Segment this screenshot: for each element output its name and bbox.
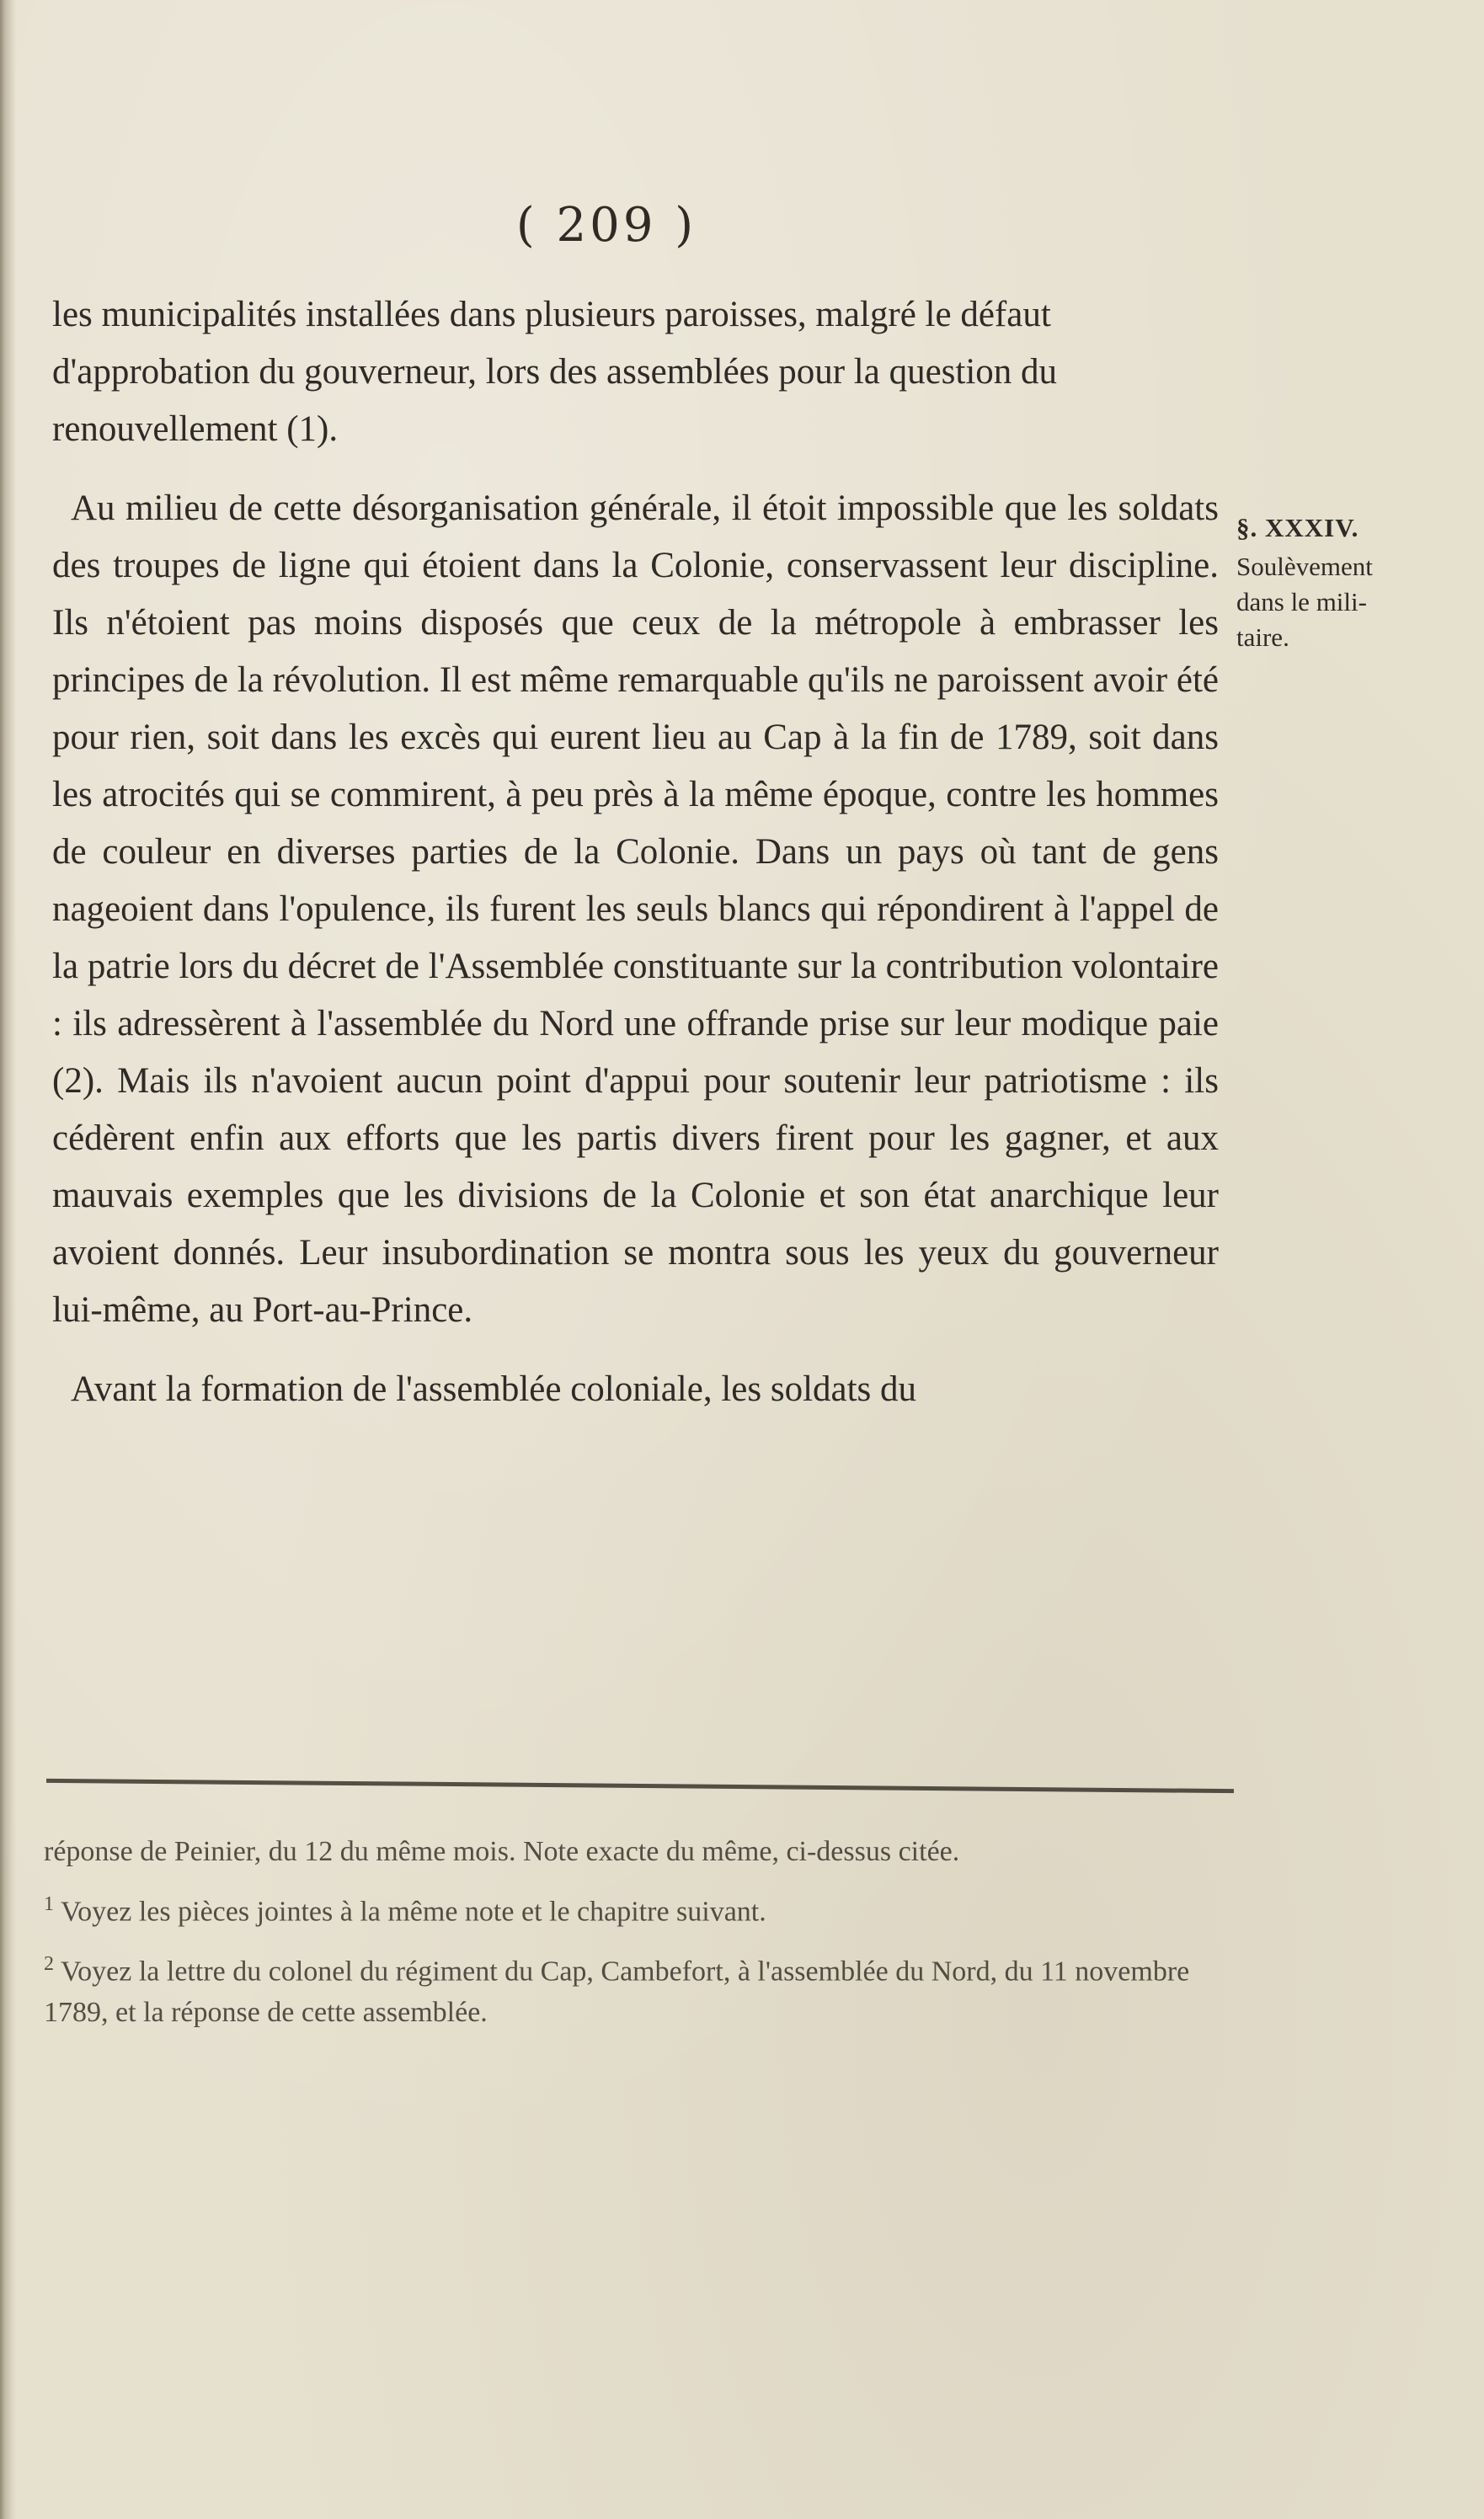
- margin-section-number: §. XXXIV.: [1236, 513, 1359, 542]
- binding-edge: [0, 0, 15, 2519]
- footnote: [44, 1832, 1240, 1872]
- margin-note: [1236, 510, 1464, 655]
- footnote: [44, 1944, 1240, 2032]
- footnote: [44, 1884, 1240, 1932]
- footnote-mark: 2: [44, 1953, 54, 1976]
- footnote-text: réponse de Peinier, du 12 du même mois. Note exacte du même, ci-dessus citée.: [44, 1836, 960, 1867]
- margin-note-line: Soulèvement: [1236, 552, 1373, 581]
- page-number: ( 209 ): [515, 198, 697, 253]
- footnote-text: Voyez les pièces jointes à la même note et le chapitre suivant.: [61, 1896, 766, 1928]
- margin-note-line: dans le mili-: [1236, 587, 1367, 616]
- footnote-text: Voyez la lettre du colonel du régiment du Cap, Cambefort, à l'assemblée du Nord, du 11 novembre 1789, et la réponse de cette assemblée.: [44, 1956, 1190, 2028]
- footnote-mark: 1: [44, 1893, 54, 1915]
- footnotes: [44, 1832, 1240, 2045]
- paragraph-continuation: les municipalités installées dans plusieurs paroisses, malgré le défaut d'approbation du gouverneur, lors des assemblées pour la question du renouvellement (1).: [52, 295, 1058, 449]
- body-text: [52, 286, 1219, 1440]
- margin-note-line: taire.: [1236, 622, 1289, 652]
- paragraph-before-assembly: Avant la formation de l'assemblée coloniale, les soldats du: [71, 1369, 917, 1409]
- paragraph-soldiers: Au milieu de cette désorganisation générale, il étoit impossible que les soldats des troupes de ligne qui étoient dans la Colonie, conservassent leur discipline. Ils n'étoient pas moins disposés que ceux de la métropole à embrasser les principes de la révolution. Il est même remarquable qu'ils ne paroissent avoir été pour rien, soit dans les excès qui eurent lieu au Cap à la fin de 1789, soit dans les atrocités qui se commirent, à peu près à la même époque, contre les hommes de couleur en diverses parties de la Colonie. Dans un pays où tant de gens nageoient dans l'opulence, ils furent les seuls blancs qui répondirent à l'appel de la patrie lors du décret de l'Assemblée constituante sur la contribution volontaire : ils adressèrent à l'assemblée du Nord une offrande prise sur leur modique paie (2). Mais ils n'avoient aucun point d'appui pour soutenir leur patriotisme : ils cédèrent enfin aux efforts que les partis divers firent pour les gagner, et aux mauvais exemples que les divisions de la Colonie et son état anarchique leur avoient donnés. Leur insubordination se montra sous les yeux du gouverneur lui-même, au Port-au-Prince.: [52, 488, 1219, 1330]
- footnote-divider: [46, 1779, 1234, 1793]
